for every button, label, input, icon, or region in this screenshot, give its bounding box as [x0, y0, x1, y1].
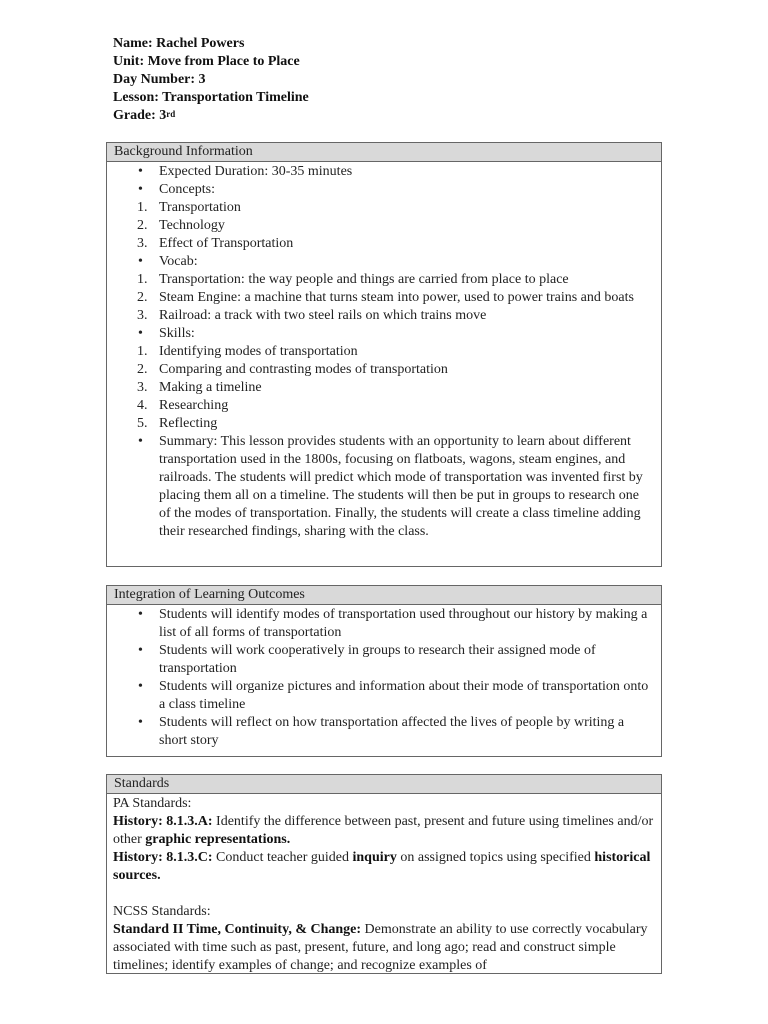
list-item-text: Students will organize pictures and information about their mode of transportation onto a class timeline	[159, 679, 649, 712]
list-item	[114, 361, 654, 379]
lesson-header	[113, 35, 309, 125]
history-a-label: History: 8.1.3.A:	[113, 814, 213, 829]
background-list	[114, 163, 654, 541]
list-item	[114, 325, 654, 343]
list-item	[114, 642, 654, 678]
list-item	[114, 678, 654, 714]
number-marker: 3.	[137, 308, 148, 323]
list-item-text: Identifying modes of transportation	[159, 344, 358, 359]
bullet-marker: •	[138, 254, 143, 269]
grade-line	[113, 107, 309, 125]
outcomes-list	[114, 606, 654, 750]
list-item-text: Researching	[159, 398, 229, 413]
history-8-1-3-c	[113, 849, 655, 885]
standards-title: Standards	[107, 775, 661, 794]
learning-outcomes-title: Integration of Learning Outcomes	[107, 586, 661, 605]
list-item	[114, 379, 654, 397]
list-item	[114, 271, 654, 289]
list-item	[114, 433, 654, 541]
list-item-text: Making a timeline	[159, 380, 262, 395]
pa-standards-heading: PA Standards:	[113, 796, 192, 811]
bullet-marker: •	[138, 643, 143, 658]
grade-text: Grade: 3	[113, 108, 167, 123]
list-item-text: Students will identify modes of transportation used throughout our history by making a list of all forms of transportation	[159, 607, 648, 640]
list-item-text: Steam Engine: a machine that turns steam into power, used to power trains and boats	[159, 290, 634, 305]
list-item-text: Effect of Transportation	[159, 236, 294, 251]
number-marker: 4.	[137, 398, 148, 413]
list-item-text: Vocab:	[159, 254, 198, 269]
number-marker: 3.	[137, 380, 148, 395]
list-item	[114, 289, 654, 307]
list-item-text: Comparing and contrasting modes of transportation	[159, 362, 448, 377]
standard-ii	[113, 921, 655, 974]
name-line: Name: Rachel Powers	[113, 36, 245, 51]
list-item	[114, 606, 654, 642]
bullet-marker: •	[138, 715, 143, 730]
number-marker: 1.	[137, 272, 148, 287]
list-item	[114, 397, 654, 415]
number-marker: 2.	[137, 218, 148, 233]
number-marker: 2.	[137, 362, 148, 377]
list-item-text: Expected Duration: 30-35 minutes	[159, 164, 353, 179]
list-item	[114, 307, 654, 325]
number-marker: 3.	[137, 236, 148, 251]
bullet-marker: •	[138, 607, 143, 622]
list-item	[114, 217, 654, 235]
number-marker: 1.	[137, 200, 148, 215]
history-c-bold-2: historical sources.	[113, 850, 651, 883]
list-item	[114, 253, 654, 271]
unit-line: Unit: Move from Place to Place	[113, 54, 300, 69]
background-information-box	[106, 142, 662, 567]
bullet-marker: •	[138, 164, 143, 179]
history-a-bold: graphic representations.	[145, 832, 291, 847]
bullet-marker: •	[138, 679, 143, 694]
list-item-text: Reflecting	[159, 416, 218, 431]
lesson-line: Lesson: Transportation Timeline	[113, 90, 309, 105]
ncss-standards-heading: NCSS Standards:	[113, 904, 211, 919]
day-number-line: Day Number: 3	[113, 72, 206, 87]
list-item-text: Students will reflect on how transportation affected the lives of people by writing a short story	[159, 715, 625, 748]
grade-suffix: rd	[166, 109, 176, 119]
history-c-bold-1: inquiry	[352, 850, 397, 865]
list-item	[114, 343, 654, 361]
history-8-1-3-a	[113, 813, 655, 849]
number-marker: 2.	[137, 290, 148, 305]
bullet-marker: •	[138, 434, 143, 449]
list-item-text: Railroad: a track with two steel rails on which trains move	[159, 308, 487, 323]
list-item-text: Students will work cooperatively in groups to research their assigned mode of transportation	[159, 643, 596, 676]
list-item-text: Transportation	[159, 200, 241, 215]
background-information-title: Background Information	[107, 143, 661, 162]
bullet-marker: •	[138, 326, 143, 341]
list-item-text: Transportation: the way people and things are carried from place to place	[159, 272, 569, 287]
list-item-text: Summary: This lesson provides students with an opportunity to learn about different transportation used in the 1800s, focusing on flatboats, wagons, steam engines, and railroads. The students will predict which mode of transportation was invented first by placing them all on a timeline. The students will then be put in groups to research one of the modes of transportation. Finally, the students will create a class timeline adding their researched findings, sharing with the class.	[159, 434, 643, 539]
standard-ii-text: Demonstrate an ability to use correctly vocabulary associated with time such as past, present, future, and long ago; read and construct simple timelines; identify examples of change; and recognize examples of	[113, 922, 648, 973]
history-c-label: History: 8.1.3.C:	[113, 850, 213, 865]
history-a-text: Identify the difference between past, present and future using timelines and/or other	[113, 814, 654, 847]
number-marker: 1.	[137, 344, 148, 359]
learning-outcomes-box	[106, 585, 662, 757]
standards-box	[106, 774, 662, 974]
list-item-text: Concepts:	[159, 182, 215, 197]
bullet-marker: •	[138, 182, 143, 197]
list-item-text: Technology	[159, 218, 225, 233]
history-c-text-2: on assigned topics using specified	[396, 850, 595, 865]
standard-ii-label: Standard II Time, Continuity, & Change:	[113, 922, 362, 937]
list-item	[114, 199, 654, 217]
list-item	[114, 235, 654, 253]
list-item	[114, 181, 654, 199]
list-item	[114, 415, 654, 433]
list-item	[114, 163, 654, 181]
number-marker: 5.	[137, 416, 148, 431]
history-c-text-1: Conduct teacher guided	[212, 850, 353, 865]
list-item	[114, 714, 654, 750]
list-item-text: Skills:	[159, 326, 195, 341]
